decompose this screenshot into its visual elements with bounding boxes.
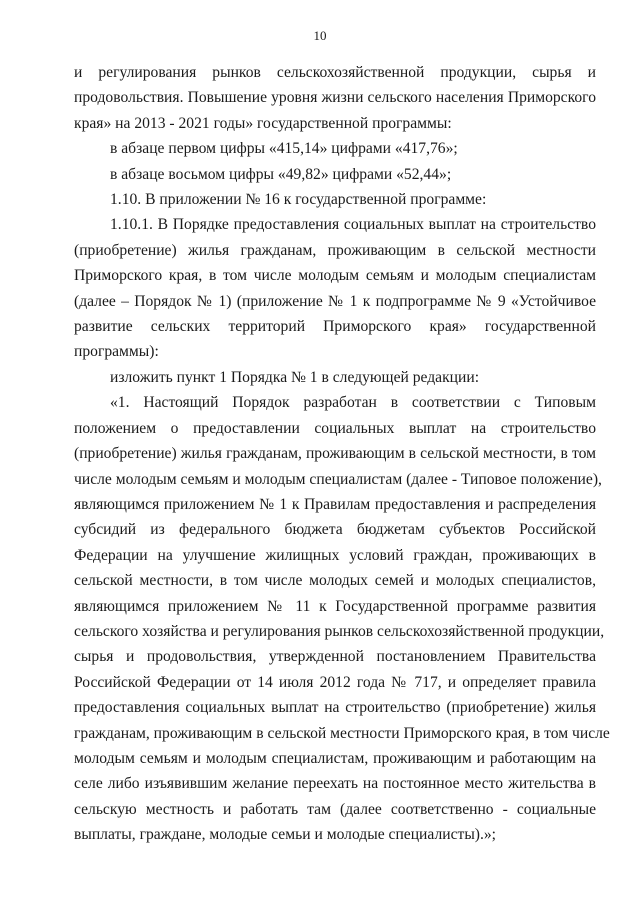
text-line: края» на 2013 - 2021 годы» государственной программы:	[74, 114, 452, 132]
paragraph-p5	[74, 212, 596, 364]
paragraph-p2	[74, 136, 596, 161]
text-line: 1.10.1. В Порядке предоставления социальных выплат на строительство	[110, 216, 596, 234]
text-line: в абзаце восьмом цифры «49,82» цифрами «52,44»;	[110, 165, 452, 183]
text-line: селе либо изъявившим желание переехать на постоянное место жительства в	[74, 775, 596, 793]
text-line: «1. Настоящий Порядок разработан в соответствии с Типовым	[110, 394, 596, 412]
text-line: сельского хозяйства и регулирования рынков сельскохозяйственной продукции,	[74, 622, 605, 640]
text-line: программы):	[74, 343, 159, 361]
text-line: числе молодым семьям и молодым специалистам (далее - Типовое положение),	[74, 470, 602, 488]
text-line: Приморского края, в том числе молодым семьям и молодым специалистам	[74, 267, 596, 285]
text-line: сырья и продовольствия, утвержденной постановлением Правительства	[74, 648, 596, 666]
text-line: сельскую местность и работать там (далее соответственно - социальные	[74, 800, 596, 818]
text-line: являющимся приложением № 11 к Государственной программе развития	[74, 597, 596, 615]
text-line: являющимся приложением № 1 к Правилам предоставления и распределения	[74, 495, 596, 513]
page-number: 10	[313, 28, 327, 43]
paragraph-p6	[74, 365, 596, 390]
paragraph-p7	[74, 390, 610, 847]
text-line: предоставления социальных выплат на строительство (приобретение) жилья	[74, 699, 596, 717]
text-line: положением о предоставлении социальных выплат на строительство	[74, 419, 596, 437]
paragraph-p1	[74, 60, 596, 136]
text-line: субсидий из федерального бюджета бюджетам субъектов Российской	[74, 521, 596, 539]
text-line: (далее – Порядок № 1) (приложение № 1 к подпрограмме № 9 «Устойчивое	[74, 292, 596, 310]
text-line: гражданам, проживающим в сельской местности Приморского края, в том числе	[74, 724, 610, 742]
text-line: молодым семьям и молодым специалистам, проживающим и работающим на	[74, 749, 596, 767]
text-line: (приобретение) жилья гражданам, проживающим в сельской местности, в том	[74, 445, 596, 463]
text-line: развитие сельских территорий Приморского края» государственной	[74, 318, 596, 336]
text-line: (приобретение) жилья гражданам, проживающим в сельской местности	[74, 241, 596, 259]
text-line: и регулирования рынков сельскохозяйственной продукции, сырья и	[74, 64, 596, 81]
text-line: 1.10. В приложении № 16 к государственной программе:	[110, 191, 487, 209]
text-line: Федерации на улучшение жилищных условий граждан, проживающих в	[74, 546, 596, 564]
paragraph-p4	[74, 187, 596, 212]
text-line: сельской местности, в том числе молодых семей и молодых специалистов,	[74, 572, 596, 590]
text-line: выплаты, граждане, молодые семьи и молодые специалисты).»;	[74, 826, 497, 844]
text-line: изложить пункт 1 Порядка № 1 в следующей редакции:	[110, 368, 480, 386]
text-line: Российской Федерации от 14 июля 2012 года № 717, и определяет правила	[74, 673, 596, 691]
paragraph-p3	[74, 162, 596, 187]
text-line: продовольствия. Повышение уровня жизни сельского населения Приморского	[74, 89, 596, 107]
document-body	[74, 60, 610, 848]
text-line: в абзаце первом цифры «415,14» цифрами «417,76»;	[110, 140, 458, 158]
